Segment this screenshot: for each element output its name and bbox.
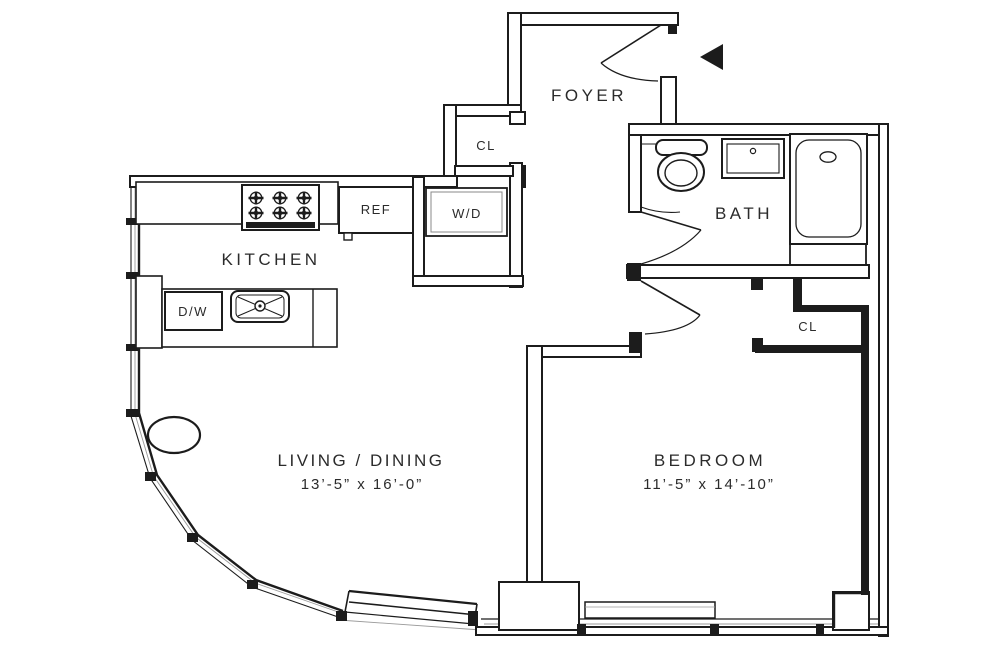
window-wall-curved	[131, 176, 343, 618]
slanted-window	[339, 591, 481, 630]
foyer-label: FOYER	[550, 86, 628, 105]
column-ellipse	[148, 417, 200, 453]
entry-door-swing	[601, 25, 661, 81]
bathroom-sink-fixture	[722, 139, 784, 178]
bedroom-door-swing	[641, 281, 700, 334]
living-dining-dimensions: 13’-5” x 16’-0”	[300, 476, 424, 493]
entry-arrow-icon	[700, 44, 723, 70]
refrigerator-label: REF	[360, 202, 392, 217]
toilet-fixture	[656, 140, 707, 191]
dishwasher-label: D/W	[178, 304, 208, 319]
foyer-closet-label: CL	[476, 138, 496, 153]
bedroom-window-box	[585, 602, 715, 618]
kitchen-sink-fixture	[231, 291, 289, 322]
washer-dryer-label: W/D	[452, 206, 482, 221]
stove-fixture	[242, 185, 319, 230]
bedroom-closet-label: CL	[798, 319, 818, 334]
bath-door-swing	[641, 212, 701, 264]
kitchen-label: KITCHEN	[221, 250, 321, 269]
bedroom-label: BEDROOM	[653, 451, 767, 470]
living-dining-label: LIVING / DINING	[277, 451, 445, 470]
bedroom-dimensions: 11’-5” x 14’-10”	[643, 476, 775, 493]
bathtub-fixture	[790, 134, 867, 265]
bath-label: BATH	[714, 204, 774, 223]
